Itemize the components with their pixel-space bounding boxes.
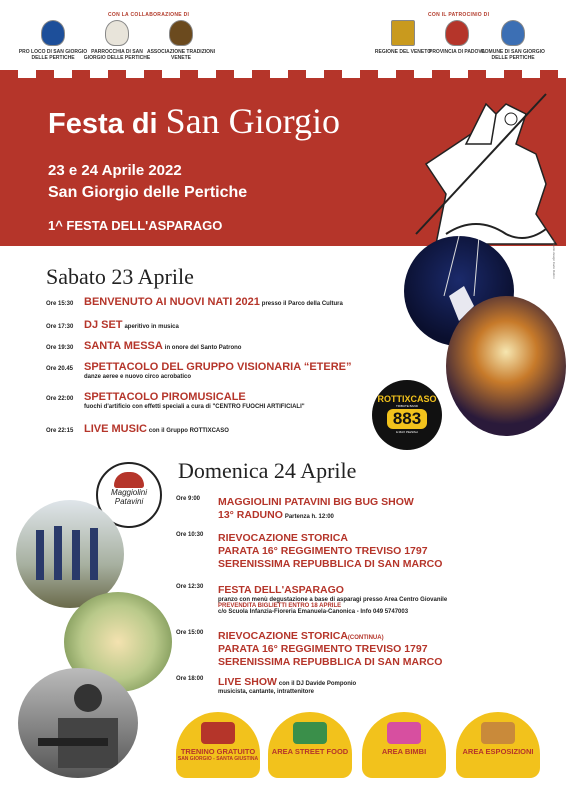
badge-esposizioni: AREA ESPOSIZIONI <box>456 712 540 778</box>
sunday-event-3: Ore 12:30 FESTA DELL'ASPARAGO pranzo con menù degustazione a base di asparagi presso Area Centro Giovanile PREVENDITA BIGLIETTI ENTRO 18 APRILE c/o Scuola Infanzia-Fioreria Emanuela-Canonica - Info 049 5747003 <box>176 584 448 615</box>
sunday-event-4: Ore 15:00 RIEVOCAZIONE STORICA(CONTINUA) PARATA 16° REGGIMENTO TREVISO 1797 SERENISSIMA REPUBBLICA DI SAN MARCO <box>176 630 443 668</box>
logo-comune: COMUNE DI SAN GIORGIO DELLE PERTICHE <box>478 20 548 61</box>
logo-regione-veneto: REGIONE DEL VENETO <box>368 20 438 55</box>
sunday-event-2: Ore 10:30 RIEVOCAZIONE STORICA PARATA 16° REGGIMENTO TREVISO 1797 SERENISSIMA REPUBBLICA DI SAN MARCO <box>176 532 443 570</box>
regione-emblem-icon <box>391 20 415 46</box>
festa-asparago-label: 1^ FESTA DELL'ASPARAGO <box>48 218 223 233</box>
provincia-emblem-icon <box>445 20 469 46</box>
san-giorgio-horse-illustration <box>396 84 564 252</box>
logo-provincia-padova: PROVINCIA DI PADOVA <box>422 20 492 55</box>
lion-emblem-icon <box>169 20 193 46</box>
comune-emblem-icon <box>501 20 525 46</box>
saturday-heading: Sabato 23 Aprile <box>46 264 194 289</box>
logo-tradizioni-venete: ASSOCIAZIONE TRADIZIONI VENETE <box>146 20 216 61</box>
logo-pro-loco: PRO LOCO DI SAN GIORGIO DELLE PERTICHE <box>18 20 88 61</box>
badge-trenino: TRENINO GRATUITO SAN GIORGIO - SANTA GIUSTINA <box>176 712 260 778</box>
event-dates: 23 e 24 Aprile 2022 <box>48 162 182 179</box>
badge-bimbi: AREA BIMBI <box>362 712 446 778</box>
logo-parrocchia: PARROCCHIA DI SAN GIORGIO DELLE PERTICHE <box>82 20 152 61</box>
rottixcaso-logo: ROTTIXCASO TRIBUTE BAND 883 & MAX PEZZALI <box>372 380 442 450</box>
saturday-event-3: Ore 19:30 SANTA MESSA in onore del Santo Patrono <box>46 340 242 352</box>
event-place: San Giorgio delle Pertiche <box>48 184 248 201</box>
bouncy-castle-icon <box>387 722 421 744</box>
sunday-event-5: Ore 18:00 LIVE SHOW con il DJ Davide Pomponio musicista, cantante, intrattenitore <box>176 676 357 695</box>
parrocchia-emblem-icon <box>105 20 129 46</box>
fireworks-photo <box>446 296 566 436</box>
badge-street-food: AREA STREET FOOD <box>268 712 352 778</box>
sunday-heading: Domenica 24 Aprile <box>178 458 357 483</box>
collab-label: CON LA COLLABORAZIONE DI <box>108 12 190 18</box>
market-stall-icon <box>481 722 515 744</box>
food-truck-icon <box>293 722 327 744</box>
maggiolini-logo: Maggiolini Patavini <box>96 462 162 528</box>
design-credit: Progetto design Carlo Rubini <box>552 240 556 279</box>
saturday-event-1: Ore 15:30 BENVENUTO AI NUOVI NATI 2021 presso il Parco della Cultura <box>46 296 343 308</box>
banner-crenellation <box>0 70 566 78</box>
saturday-event-2: Ore 17:30 DJ SET aperitivo in musica <box>46 319 179 331</box>
sunday-event-1: Ore 9:00 MAGGIOLINI PATAVINI BIG BUG SHOW 13° RADUNO Partenza h. 12:00 <box>176 496 414 521</box>
train-icon <box>201 722 235 744</box>
saturday-event-5: Ore 22:00 SPETTACOLO PIROMUSICALE fuochi d'artificio con effetti speciali a cura di "CENTRO FUOCHI ARTIFICIALI" <box>46 391 305 410</box>
patrocinio-label: CON IL PATROCINIO DI <box>428 12 490 18</box>
page-title: Festa di San Giorgio <box>48 101 340 141</box>
beetle-car-icon <box>114 472 144 488</box>
saturday-event-4: Ore 20.45 SPETTACOLO DEL GRUPPO VISIONARIA “ETERE” danze aeree e nuovo circo acrobatico <box>46 361 352 380</box>
pro-loco-emblem-icon <box>41 20 65 46</box>
saturday-event-6: Ore 22:15 LIVE MUSIC con il Gruppo ROTTIXCASO <box>46 423 229 435</box>
live-show-photo <box>18 668 138 778</box>
